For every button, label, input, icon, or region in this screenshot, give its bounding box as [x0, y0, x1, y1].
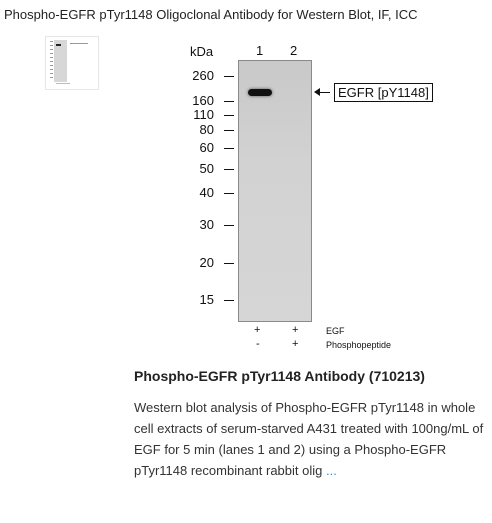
- kda-label: kDa: [190, 44, 214, 59]
- mw-tick: [224, 169, 234, 170]
- mw-tick: [224, 300, 234, 301]
- mw-tick: [224, 130, 234, 131]
- treatment-egf-lane-2: +: [292, 324, 299, 336]
- egfr-band-lane-1: [248, 89, 272, 96]
- mw-marker-110: 110: [193, 107, 214, 122]
- antibody-description: [134, 397, 484, 481]
- mw-marker-160: 160: [192, 93, 214, 108]
- treatment-phosphopeptide-lane-1: -: [256, 338, 260, 350]
- arrow-shaft: [319, 92, 330, 93]
- lane-label-2: 2: [290, 43, 298, 58]
- thumbnail-footer-line: [56, 83, 70, 84]
- mw-marker-60: 60: [199, 140, 214, 155]
- band-label: EGFR [pY1148]: [334, 83, 433, 102]
- western-blot-figure: [180, 40, 480, 360]
- mw-marker-50: 50: [199, 161, 214, 176]
- thumbnail-label-line: [70, 43, 88, 44]
- mw-marker-20: 20: [199, 255, 214, 270]
- mw-tick: [224, 225, 234, 226]
- treatment-egf-lane-1: +: [254, 324, 261, 336]
- blot-membrane: [238, 60, 312, 322]
- thumbnail-marker-ticks: [50, 41, 53, 81]
- mw-marker-260: 260: [192, 68, 214, 83]
- read-more-link[interactable]: ...: [326, 463, 337, 478]
- thumbnail-blot: [54, 40, 67, 82]
- treatment-egf-name: EGF: [326, 326, 345, 336]
- band-annotation: [314, 83, 454, 103]
- mw-tick: [224, 76, 234, 77]
- mw-marker-40: 40: [199, 185, 214, 200]
- page-title: Phospho-EGFR pTyr1148 Oligoclonal Antibody for Western Blot, IF, ICC: [4, 7, 418, 22]
- treatment-phosphopeptide-lane-2: +: [292, 338, 299, 350]
- lane-label-1: 1: [256, 43, 264, 58]
- mw-marker-30: 30: [199, 217, 214, 232]
- mw-tick: [224, 263, 234, 264]
- image-thumbnail[interactable]: [45, 36, 99, 90]
- mw-tick: [224, 148, 234, 149]
- mw-tick: [224, 101, 234, 102]
- antibody-title[interactable]: Phospho-EGFR pTyr1148 Antibody (710213): [134, 368, 425, 384]
- treatment-phosphopeptide-name: Phosphopeptide: [326, 340, 392, 350]
- description-text: Western blot analysis of Phospho-EGFR pTyr1148 in whole cell extracts of serum-starved A431 treated with 100ng/mL of EGF for 5 min (lanes 1 and 2) using a Phospho-EGFR pTyr1148 recombinant rabbit olig: [134, 400, 484, 478]
- mw-tick: [224, 115, 234, 116]
- mw-marker-15: 15: [199, 292, 214, 307]
- thumbnail-band: [56, 44, 61, 46]
- mw-marker-80: 80: [199, 122, 214, 137]
- mw-tick: [224, 193, 234, 194]
